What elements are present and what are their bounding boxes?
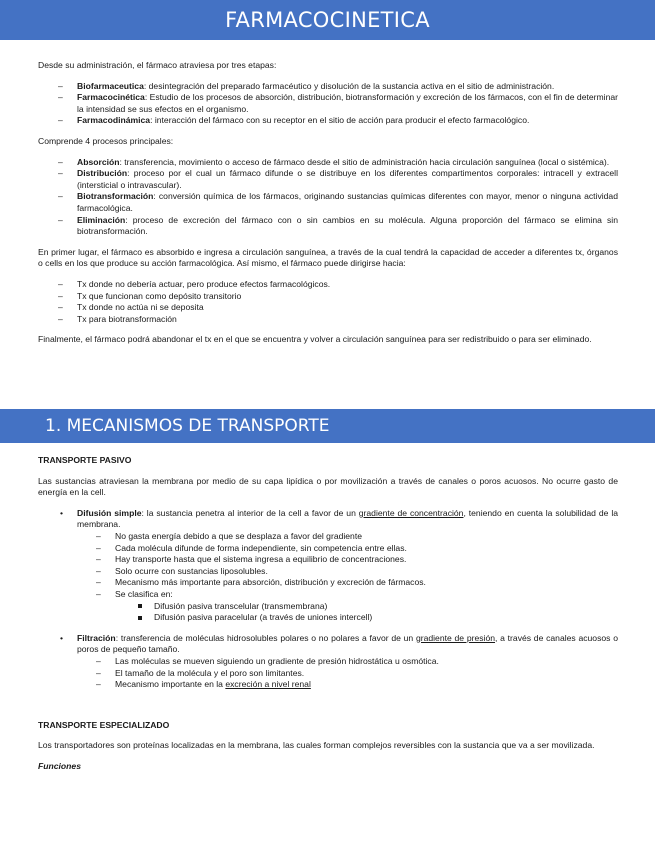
processes-lead: Comprende 4 procesos principales: [38, 135, 174, 146]
list-item: – Solo ocurre con sustancias liposolubles. [38, 566, 618, 578]
transport-section [38, 455, 618, 772]
list-item: – Mecanismo más importante para absorción, distribución y excreción de fármacos. [38, 577, 618, 589]
title-banner [0, 0, 655, 40]
list-item: – Farmacocinética: Estudio de los procesos de absorción, distribución, biotransformación y excreción de los fármacos, con el fin de determinar la intensidad se sus efectos en el organismo. [38, 92, 618, 115]
list-item: – Cada molécula difunde de forma independiente, sin competencia entre ellas. [38, 543, 618, 555]
stages-list [38, 81, 618, 127]
intro-closing: Finalmente, el fármaco podrá abandonar el tx en el que se encuentra y volver a circulación sanguínea para ser redistribuido o para ser eliminado. [38, 334, 592, 345]
list-item: – Absorción: transferencia, movimiento o acceso de fármaco desde el sitio de administración hacia circulación sanguínea (local o sistémica). [38, 157, 618, 169]
pasivo-heading: TRANSPORTE PASIVO [38, 455, 132, 465]
pasivo-paragraph: Las sustancias atraviesan la membrana por medio de su capa lipídica o por movilización a través de canales o poros acuosos. No ocurre gasto de energía en la cell. [38, 475, 618, 498]
pasivo-bullets [38, 508, 618, 531]
section-title: 1. MECANISMOS DE TRANSPORTE [45, 416, 330, 436]
difusion-list [38, 531, 618, 601]
section-banner [0, 409, 655, 443]
list-item: – Farmacodinámica: interacción del fármaco con su receptor en el sitio de acción para producir el efecto farmacológico. [38, 115, 618, 127]
funciones-heading: Funciones [38, 760, 81, 771]
list-item: – Distribución: proceso por el cual un fármaco difunde o se distribuye en los diferentes compartimentos corporales: intracell y extracell (intersticial o intravascular). [38, 168, 618, 191]
especializado-paragraph: Los transportadores son proteínas localizadas en la membrana, las cuales forman complejos reversibles con la sustancia que va a ser movilizada. [38, 740, 595, 751]
pasivo-bullets-2 [38, 633, 618, 656]
processes-list [38, 157, 618, 238]
list-item: – Biofarmaceutica: desintegración del preparado farmacéutico y disolución de la sustancia activa en el sitio de administración. [38, 81, 618, 93]
page-title: FARMACOCINETICA [225, 8, 430, 32]
list-item: – Se clasifica en: [38, 589, 618, 601]
intro-section [38, 60, 618, 346]
list-item: – Tx que funcionan como depósito transitorio [38, 291, 618, 303]
targets-list [38, 279, 618, 325]
filtracion-item: • Filtración: transferencia de moléculas hidrosolubles polares o no polares a favor de un gradiente de presión, a través de canales acuosos o poros de pequeño tamaño. [38, 633, 618, 656]
difusion-sublist [38, 601, 618, 624]
list-item: – Eliminación: proceso de excreción del fármaco con o sin cambios en su molécula. Alguna proporción del fármaco se elimina sin biotransformación. [38, 215, 618, 238]
filtracion-list [38, 656, 618, 691]
intro-lead: Desde su administración, el fármaco atraviesa por tres etapas: [38, 60, 277, 70]
list-item: – Hay transporte hasta que el sistema ingresa a equilibrio de concentraciones. [38, 554, 618, 566]
list-item: – Tx donde no actúa ni se deposita [38, 302, 618, 314]
list-item: – El tamaño de la molécula y el poro son limitantes. [38, 668, 618, 680]
list-item: Difusión pasiva transcelular (transmembrana) [38, 601, 618, 613]
especializado-heading: TRANSPORTE ESPECIALIZADO [38, 719, 170, 730]
list-item: Difusión pasiva paracelular (a través de uniones intercell) [38, 612, 618, 624]
list-item: – Mecanismo importante en la excreción a nivel renal [38, 679, 618, 691]
intro-paragraph: En primer lugar, el fármaco es absorbido e ingresa a circulación sanguínea, a través de la cual tendrá la capacidad de acceder a diferentes tx, órganos o cells en los que produce su acción farmacológica. Así mismo, el fármaco puede dirigirse hacia: [38, 246, 618, 269]
list-item: – Las moléculas se mueven siguiendo un gradiente de presión hidrostática u osmótica. [38, 656, 618, 668]
list-item: – Tx para biotransformación [38, 314, 618, 326]
difusion-item: • Difusión simple: la sustancia penetra al interior de la cell a favor de un gradiente de concentración, teniendo en cuenta la solubilidad de la membrana. [38, 508, 618, 531]
list-item: – Biotransformación: conversión química de los fármacos, originando sustancias químicas diferentes con mayor, menor o ninguna actividad farmacológica. [38, 191, 618, 214]
list-item: – No gasta energía debido a que se desplaza a favor del gradiente [38, 531, 618, 543]
list-item: – Tx donde no debería actuar, pero produce efectos farmacológicos. [38, 279, 618, 291]
